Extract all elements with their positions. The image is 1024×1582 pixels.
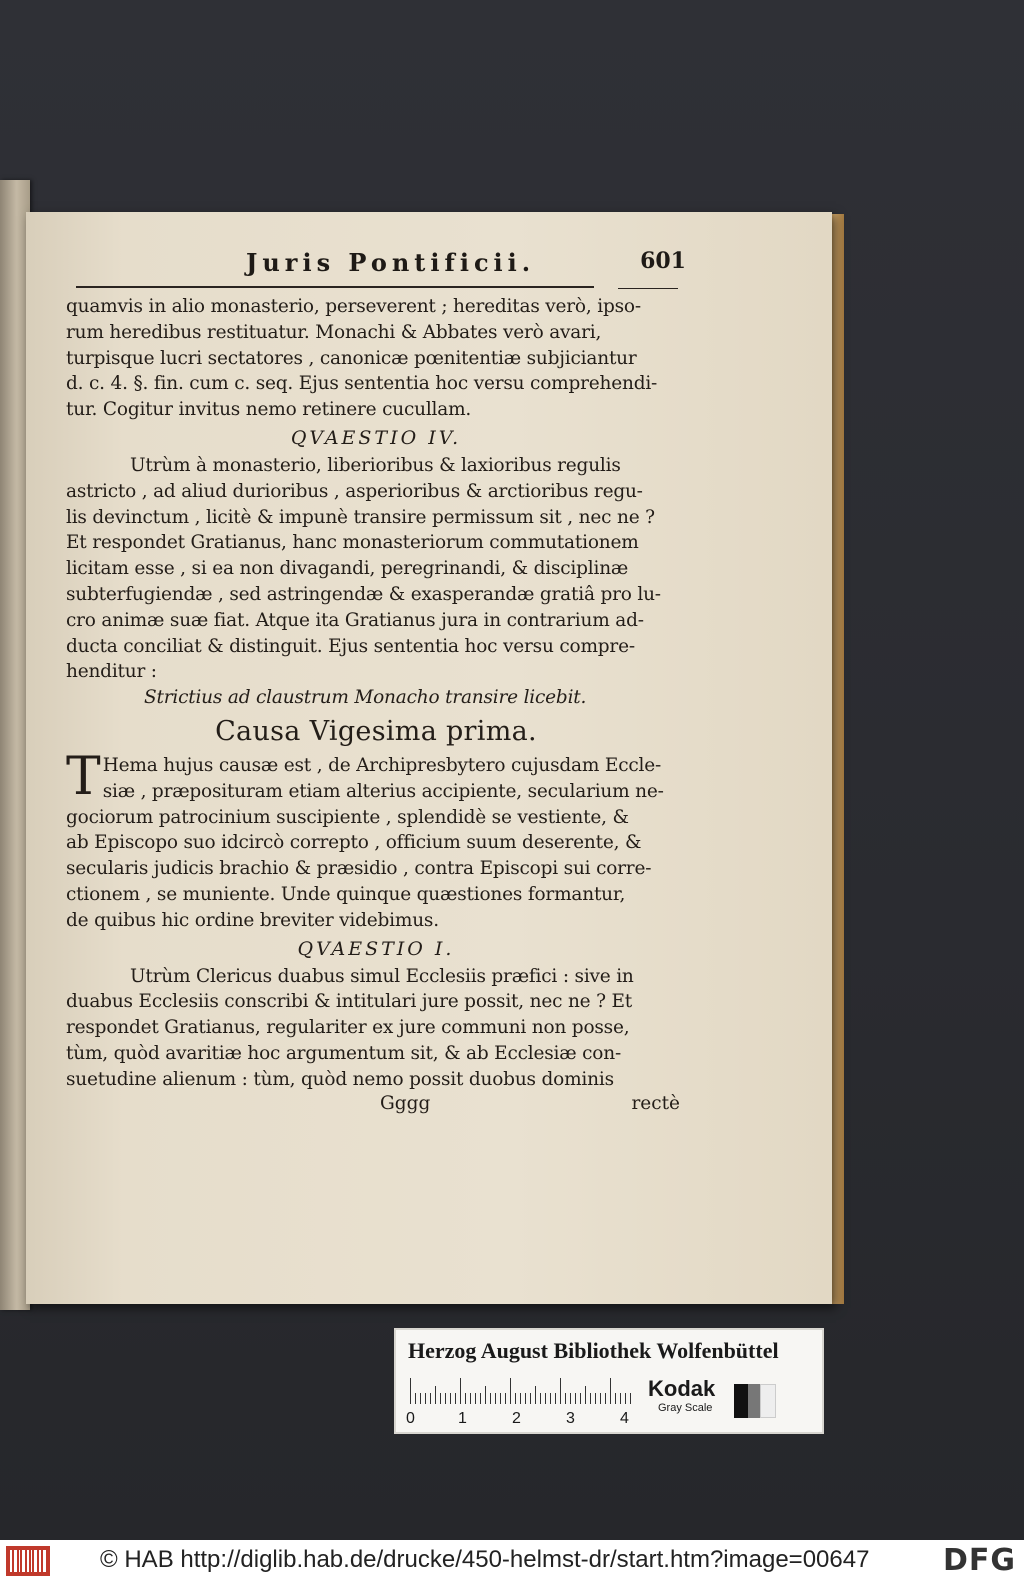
text-line: cro animæ suæ fiat. Atque ita Gratianus jura in contrarium ad-	[66, 609, 644, 631]
ruler-tick	[460, 1378, 461, 1404]
text-line: astricto , ad aliud durioribus , asperioribus & arctioribus regu-	[66, 480, 643, 502]
running-head	[246, 248, 696, 282]
ruler-tick	[530, 1393, 531, 1404]
text-line: licitam esse , si ea non divagandi, peregrinandi, & disciplinæ	[66, 558, 629, 580]
ruler-tick	[500, 1393, 501, 1404]
text-line: tùm, quòd avaritiæ hoc argumentum sit, & ab Ecclesiæ con-	[66, 1042, 622, 1064]
header-rule-right	[618, 288, 678, 289]
ruler-tick	[475, 1393, 476, 1404]
ruler-tick	[470, 1393, 471, 1404]
ruler-label: 3	[566, 1410, 575, 1427]
text-line: henditur :	[66, 661, 157, 683]
causa-paragraph	[66, 746, 686, 807]
ruler-tick	[485, 1386, 486, 1404]
ruler-tick	[425, 1393, 426, 1404]
text-line: gociorum patrocinium suscipiente , splendidè se vestiente, &	[66, 806, 629, 828]
ruler-tick	[430, 1393, 431, 1404]
ruler-tick	[620, 1393, 621, 1404]
text-line: tur. Cogitur invitus nemo retinere cucullam.	[66, 399, 472, 421]
ruler-tick	[555, 1393, 556, 1404]
text-line: ab Episcopo suo idcircò correpto , officium suum deserente, &	[66, 832, 642, 854]
ruler-tick	[595, 1393, 596, 1404]
ruler-tick	[445, 1393, 446, 1404]
color-calibration-card	[394, 1328, 824, 1434]
ruler-label: 0	[406, 1410, 415, 1427]
text-line: Utrùm à monasterio, liberioribus & laxioribus regulis	[130, 454, 621, 476]
ruler-tick	[435, 1386, 436, 1404]
ruler-tick	[610, 1378, 611, 1404]
text-line: lis devinctum , licitè & impunè transire permissum sit , nec ne ?	[66, 506, 655, 528]
ruler-tick	[495, 1393, 496, 1404]
ruler-tick	[480, 1393, 481, 1404]
page-footer-line	[66, 1093, 686, 1119]
text-line: turpisque lucri sectatores , canonicæ pœnitentiæ subjiciantur	[66, 347, 637, 369]
ruler-tick	[605, 1393, 606, 1404]
ruler-tick	[600, 1393, 601, 1404]
text-line: d. c. 4. §. fin. cum c. seq. Ejus sententia hoc versu comprehendi-	[66, 373, 658, 395]
signature-mark: Gggg	[380, 1092, 431, 1114]
ruler-tick	[580, 1393, 581, 1404]
text-line: Utrùm Clericus duabus simul Ecclesiis præfici : sive in	[130, 965, 634, 987]
ruler-tick	[455, 1393, 456, 1404]
gray-swatch	[748, 1384, 760, 1418]
question-heading: QVAESTIO IV.	[290, 426, 462, 449]
ruler-tick	[505, 1393, 506, 1404]
ruler-label: 2	[512, 1410, 521, 1427]
ruler-tick	[585, 1386, 586, 1404]
kodak-logo: Kodak	[648, 1376, 716, 1401]
text-line: Et respondet Gratianus, hanc monasteriorum commutationem	[66, 532, 639, 554]
ruler-tick	[570, 1393, 571, 1404]
ruler-tick	[630, 1393, 631, 1404]
text-line: siæ , præposituram etiam alterius accipiente, secularium ne-	[102, 780, 664, 802]
ruler-tick	[545, 1393, 546, 1404]
text-line: ctionem , se muniente. Unde quinque quæstiones formantur,	[66, 883, 626, 905]
ruler-tick	[520, 1393, 521, 1404]
ruler	[410, 1378, 632, 1404]
card-title: Herzog August Bibliothek Wolfenbüttel	[408, 1338, 779, 1363]
ruler-tick	[440, 1393, 441, 1404]
text-line: suetudine alienum : tùm, quòd nemo possit duobus dominis	[66, 1068, 614, 1090]
header-rule	[76, 286, 594, 288]
text-line: rum heredibus restituatur. Monachi & Abbates verò avari,	[66, 321, 602, 343]
ruler-tick	[515, 1393, 516, 1404]
text-line: ducta conciliat & distinguit. Ejus sententia hoc versu compre-	[66, 635, 635, 657]
catchword: rectè	[631, 1092, 680, 1114]
text-line: respondet Gratianus, regulariter ex jure communi non posse,	[66, 1017, 630, 1039]
ruler-tick	[490, 1393, 491, 1404]
ruler-tick	[575, 1393, 576, 1404]
ruler-tick	[410, 1378, 411, 1404]
ruler-tick	[450, 1393, 451, 1404]
ruler-tick	[615, 1393, 616, 1404]
ruler-tick	[590, 1393, 591, 1404]
barcode-icon	[6, 1546, 50, 1576]
text-line: de quibus hic ordine breviter videbimus.	[66, 909, 439, 931]
ruler-tick	[535, 1386, 536, 1404]
ruler-tick	[625, 1393, 626, 1404]
ruler-tick	[550, 1393, 551, 1404]
white-swatch	[760, 1384, 776, 1418]
ruler-tick	[415, 1393, 416, 1404]
ruler-tick	[465, 1393, 466, 1404]
ruler-label: 4	[620, 1410, 629, 1427]
running-title: Juris Pontificii.	[246, 248, 536, 277]
footer-bar	[0, 1540, 1024, 1582]
question-heading: QVAESTIO I.	[297, 937, 455, 960]
section-heading: Causa Vigesima prima.	[215, 715, 537, 747]
ruler-tick	[525, 1393, 526, 1404]
black-swatch	[734, 1384, 748, 1418]
ruler-tick	[420, 1393, 421, 1404]
page-text	[66, 294, 686, 1119]
page-number: 601	[640, 248, 686, 274]
gray-scale-label: Gray Scale	[658, 1402, 713, 1414]
ruler-tick	[540, 1393, 541, 1404]
ruler-tick	[560, 1378, 561, 1404]
source-url-text: © HAB http://diglib.hab.de/drucke/450-helmst-dr/start.htm?image=00647	[100, 1546, 870, 1573]
verse-line: Strictius ad claustrum Monacho transire licebit.	[144, 687, 587, 709]
ruler-tick	[565, 1393, 566, 1404]
text-line: subterfugiendæ , sed astringendæ & exasperandæ gratiâ pro lu-	[66, 583, 661, 605]
text-line: Hema hujus causæ est , de Archipresbytero cujusdam Eccle-	[102, 754, 662, 776]
text-line: quamvis in alio monasterio, perseverent ; hereditas verò, ipso-	[66, 296, 641, 317]
ruler-label: 1	[458, 1410, 467, 1427]
text-line: duabus Ecclesiis conscribi & intitulari jure possit, nec ne ? Et	[66, 991, 633, 1013]
ruler-tick	[510, 1378, 511, 1404]
drop-cap: T	[66, 746, 101, 807]
dfg-logo: DFG	[942, 1543, 1016, 1578]
text-line: secularis judicis brachio & præsidio , contra Episcopi sui corre-	[66, 858, 652, 880]
